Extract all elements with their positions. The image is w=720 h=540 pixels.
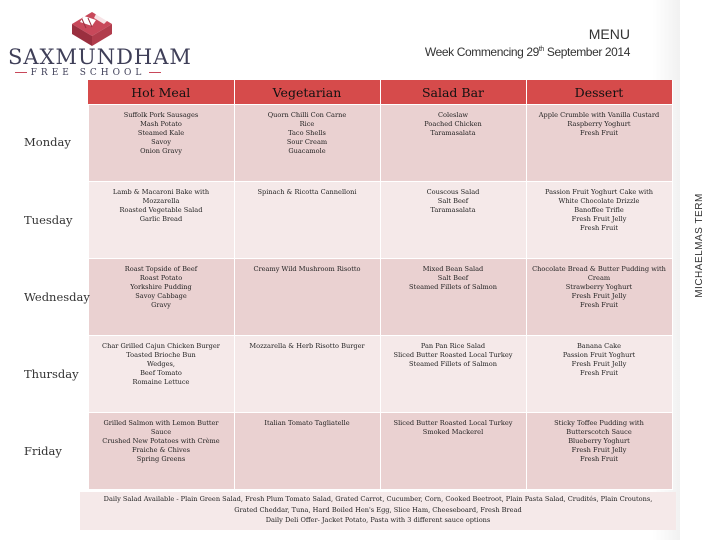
menu-item: Sliced Butter Roasted Local Turkey	[393, 351, 513, 359]
menu-cell-salad-bar	[380, 105, 526, 182]
day-label: Wednesday	[8, 259, 88, 336]
daily-offers	[80, 492, 676, 530]
daily-salad-line-2: Grated Cheddar, Tuna, Hard Boiled Hen's Egg, Slice Ham, Cheeseboard, Fresh Bread	[234, 505, 522, 514]
menu-item: Coleslaw	[437, 111, 469, 119]
menu-cell-hot-meal	[88, 413, 234, 490]
header-corner	[8, 80, 88, 105]
menu-item: Spinach & Ricotta Cannelloni	[257, 188, 357, 196]
menu-item: Strawberry Yoghurt	[565, 283, 633, 291]
term-label-text: MICHAELMAS TERM	[693, 192, 705, 298]
menu-item: Fraiche & Chives	[131, 446, 191, 454]
day-label: Monday	[8, 105, 88, 182]
menu-item: Passion Fruit Yoghurt	[562, 351, 636, 359]
menu-cell-vegetarian	[234, 259, 380, 336]
menu-item: Romaine Lettuce	[132, 378, 190, 386]
menu-item: Fresh Fruit	[579, 369, 619, 377]
menu-cell-salad-bar	[380, 336, 526, 413]
daily-salad-line: Daily Salad Available - Plain Green Salad, Fresh Plum Tomato Salad, Grated Carrot, Cucumber, Corn, Cooked Beetroot, Plain Pasta Salad, Crudités, Plain Croutons,	[103, 495, 653, 503]
menu-cell-vegetarian	[234, 182, 380, 259]
menu-item: Salt Beef	[437, 197, 469, 205]
menu-item: Steamed Fillets of Salmon	[409, 283, 497, 291]
menu-item: Grilled Salmon with Lemon Butter	[103, 419, 219, 427]
menu-item: Yorkshire Pudding	[130, 283, 192, 291]
menu-item: Sliced Butter Roasted Local Turkey	[393, 419, 513, 427]
menu-item: Rice	[299, 120, 315, 128]
menu-item: Steamed Fillets of Salmon	[409, 360, 497, 368]
menu-item: Crushed New Potatoes with Crème	[102, 437, 220, 445]
menu-item: Fresh Fruit	[579, 455, 619, 463]
menu-cell-dessert	[526, 105, 672, 182]
day-label: Tuesday	[8, 182, 88, 259]
menu-item: Banoffee Trifle	[574, 206, 624, 214]
menu-item: White Chocolate Drizzle	[558, 197, 640, 205]
menu-item: Sour Cream	[286, 138, 328, 146]
menu-item: Fresh Fruit Jelly	[571, 360, 627, 368]
day-label: Thursday	[8, 336, 88, 413]
menu-title: MENU	[588, 26, 630, 42]
menu-item: Couscous Salad	[426, 188, 480, 196]
menu-item: Suffolk Pork Sausages	[123, 111, 199, 119]
column-header-hot-meal: Hot Meal	[88, 80, 234, 105]
menu-item: Steamed Kale	[137, 129, 185, 137]
school-name: SAXMUNDHAM	[8, 45, 192, 69]
daily-deli-line: Daily Deli Offer- Jacket Potato, Pasta with 3 different sauce options	[265, 516, 491, 524]
column-header-dessert: Dessert	[526, 80, 672, 105]
menu-cell-salad-bar	[380, 259, 526, 336]
menu-cell-dessert	[526, 336, 672, 413]
menu-item: Toasted Brioche Bun	[126, 351, 196, 359]
menu-item: Savoy Cabbage	[135, 292, 187, 300]
menu-cell-vegetarian	[234, 336, 380, 413]
menu-cell-hot-meal	[88, 336, 234, 413]
menu-cell-vegetarian	[234, 105, 380, 182]
menu-item: Gravy	[151, 301, 171, 309]
table-row	[8, 105, 672, 182]
menu-item: Sticky Toffee Pudding with	[554, 419, 644, 427]
menu-item: Mozzarella	[142, 197, 180, 205]
menu-item: Italian Tomato Tagliatelle	[264, 419, 350, 427]
menu-item: Mash Potato	[140, 120, 182, 128]
week-prefix: Week Commencing 29	[424, 45, 539, 59]
menu-item: Banana Cake	[576, 342, 622, 350]
menu-item: Roasted Vegetable Salad	[119, 206, 203, 214]
menu-item: Wedges,	[147, 360, 175, 368]
table-row	[8, 182, 672, 259]
week-commencing	[425, 42, 630, 60]
menu-item: Pan Pan Rice Salad	[420, 342, 486, 350]
menu-item: Taramasalata	[430, 129, 476, 137]
table-row	[8, 259, 672, 336]
menu-item: Mixed Bean Salad	[422, 265, 484, 273]
menu-table	[8, 80, 673, 490]
table-row	[8, 413, 672, 490]
week-suffix: September 2014	[543, 45, 630, 59]
menu-item: Guacamole	[288, 147, 326, 155]
menu-item: Roast Topside of Beef	[124, 265, 198, 273]
crest-icon	[62, 10, 122, 48]
menu-item: Blueberry Yoghurt	[568, 437, 630, 445]
menu-item: Garlic Bread	[139, 215, 183, 223]
week-ordinal: th	[538, 46, 544, 53]
menu-item: Chocolate Bread & Butter Pudding with	[532, 265, 666, 273]
menu-item: Raspberry Yoghurt	[567, 120, 631, 128]
menu-item: Roast Potato	[139, 274, 183, 282]
term-label	[690, 140, 708, 350]
menu-item: Passion Fruit Yoghurt Cake with	[544, 188, 654, 196]
menu-item: Fresh Fruit Jelly	[571, 446, 627, 454]
menu-cell-dessert	[526, 413, 672, 490]
day-label: Friday	[8, 413, 88, 490]
menu-item: Butterscotch Sauce	[566, 428, 632, 436]
menu-item: Apple Crumble with Vanilla Custard	[538, 111, 660, 119]
menu-item: Salt Beef	[437, 274, 469, 282]
school-logo	[8, 8, 192, 78]
menu-item: Taramasalata	[430, 206, 476, 214]
menu-item: Smoked Mackerel	[422, 428, 484, 436]
menu-item: Spring Greens	[136, 455, 186, 463]
menu-item: Fresh Fruit Jelly	[571, 215, 627, 223]
menu-item: Lamb & Macaroni Bake with	[112, 188, 210, 196]
menu-cell-salad-bar	[380, 413, 526, 490]
menu-item: Sauce	[150, 428, 172, 436]
table-row	[8, 336, 672, 413]
column-header-salad-bar: Salad Bar	[380, 80, 526, 105]
school-subtitle: FREE SCHOOL	[8, 68, 168, 78]
menu-cell-dessert	[526, 259, 672, 336]
menu-cell-dessert	[526, 182, 672, 259]
header-row	[8, 80, 672, 105]
menu-item: Taco Shells	[288, 129, 326, 137]
menu-item: Savoy	[151, 138, 171, 146]
menu-item: Beef Tomato	[140, 369, 182, 377]
menu-item: Creamy Wild Mushroom Risotto	[253, 265, 361, 273]
menu-cell-hot-meal	[88, 182, 234, 259]
menu-cell-salad-bar	[380, 182, 526, 259]
menu-cell-hot-meal	[88, 105, 234, 182]
menu-item: Fresh Fruit	[579, 224, 619, 232]
menu-item: Poached Chicken	[424, 120, 482, 128]
menu-heading	[425, 26, 630, 60]
menu-item: Char Grilled Cajun Chicken Burger	[102, 342, 220, 350]
menu-item: Quorn Chilli Con Carne	[267, 111, 347, 119]
menu-cell-vegetarian	[234, 413, 380, 490]
column-header-vegetarian: Vegetarian	[234, 80, 380, 105]
menu-item: Mozzarella & Herb Risotto Burger	[249, 342, 365, 350]
menu-item: Onion Gravy	[140, 147, 182, 155]
menu-item: Cream	[587, 274, 611, 282]
menu-item: Fresh Fruit Jelly	[571, 292, 627, 300]
menu-cell-hot-meal	[88, 259, 234, 336]
menu-item: Fresh Fruit	[579, 301, 619, 309]
menu-item: Fresh Fruit	[579, 129, 619, 137]
